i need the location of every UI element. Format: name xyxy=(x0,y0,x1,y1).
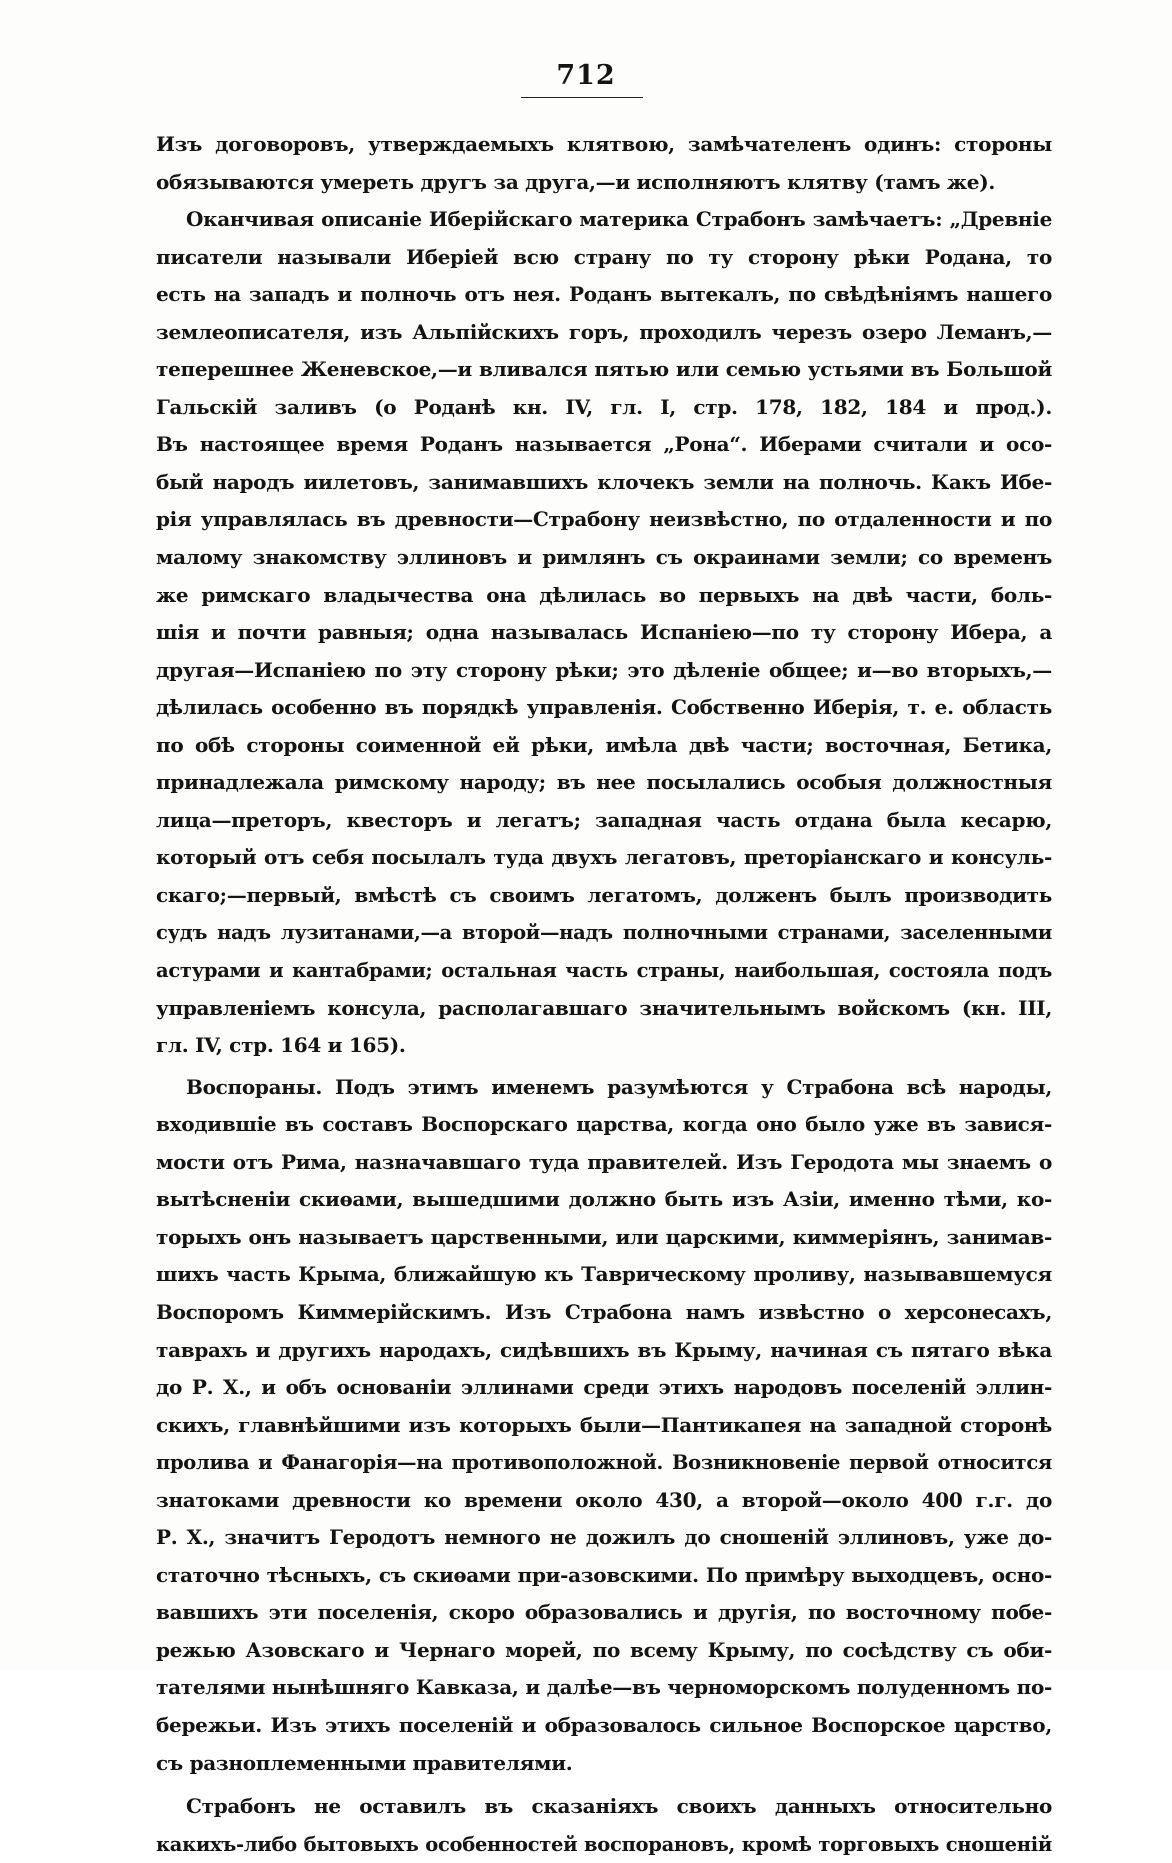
text-line: по обѣ стороны соименной ей рѣки, имѣла двѣ части; восточная, Бетика, xyxy=(156,732,1052,757)
text-line: обязываются умереть другъ за друга,—и исполняютъ клятву (тамъ же). xyxy=(156,169,996,194)
text-line: Оканчивая описаніе Иберійскаго материка Страбонъ замѣчаетъ: „Древніе xyxy=(186,207,1052,232)
text-line: астурами и кантабрами; остальная часть страны, наибольшая, состояла подъ xyxy=(156,959,1052,983)
text-line: вавшихъ эти поселенія, скоро образовались и другія, по восточному побе- xyxy=(156,1600,1052,1625)
text-line: принадлежала римскому народу; въ нее посылались особыя должностныя xyxy=(156,770,1052,795)
text-line: статочно тѣсныхъ, съ скиѳами при-азовскими. По примѣру выходцевъ, осно- xyxy=(156,1562,1052,1587)
text-line: гл. IV, стр. 164 и 165). xyxy=(156,1033,406,1058)
text-line: управленіемъ консула, располагавшаго значительнымъ войскомъ (кн. III, xyxy=(156,995,1052,1020)
text-line: дѣлилась особенно въ порядкѣ управленія. Собственно Иберія, т. е. область xyxy=(156,695,1052,720)
text-line: шихъ часть Крыма, ближайшую къ Таврическому проливу, называвшемуся xyxy=(156,1262,1052,1287)
text-line: таврахъ и другихъ народахъ, сидѣвшихъ въ Крыму, начиная съ пятаго вѣка xyxy=(156,1337,1052,1362)
text-line: землеописателя, изъ Альпійскихъ горъ, проходилъ черезъ озеро Леманъ,— xyxy=(156,319,1052,344)
text-line: какихъ-либо бытовыхъ особенностей воспорановъ, кромѣ торговыхъ сношеній xyxy=(156,1832,1052,1856)
header-rule xyxy=(521,97,643,98)
text-line: режью Азовскаго и Чернаго морей, по всему Крыму, по сосѣдству съ оби- xyxy=(156,1637,1052,1662)
text-line: лица—преторъ, квесторъ и легатъ; западная часть отдана была кесарю, xyxy=(156,807,1052,832)
text-line: Страбонъ не оставилъ въ сказаніяхъ своихъ данныхъ относительно xyxy=(186,1794,1052,1819)
text-line: Гальскій заливъ (о Роданѣ кн. IV, гл. I, стр. 178, 182, 184 и прод.). xyxy=(156,394,1052,419)
text-line: торыхъ онъ называетъ царственными, или царскими, киммеріянъ, занимав- xyxy=(156,1224,1052,1249)
page-number: 712 xyxy=(556,60,616,91)
text-line: знатоками древности ко времени около 430, а второй—около 400 г.г. до xyxy=(156,1487,1052,1512)
text-line: же римскаго владычества она дѣлилась во первыхъ на двѣ части, боль- xyxy=(156,582,1052,607)
text-line: бый народъ иилетовъ, занимавшихъ клочекъ земли на полночь. Какъ Ибе- xyxy=(156,469,1052,494)
text-line: теперешнее Женевское,—и вливался пятью или семью устьями въ Большой xyxy=(156,357,1052,382)
text-line: Воспораны. Подъ этимъ именемъ разумѣются у Страбона всѣ народы, xyxy=(186,1074,1052,1099)
text-line: Р. Х., значитъ Геродотъ немного не дожилъ до сношеній эллиновъ, уже до- xyxy=(156,1525,1052,1550)
text-line: который отъ себя посылалъ туда двухъ легатовъ, преторіанскаго и консуль- xyxy=(156,845,1052,870)
text-line: Въ настоящее время Роданъ называется „Рона“. Иберами считали и осо- xyxy=(156,432,1052,457)
text-line: малому знакомству эллиновъ и римлянъ съ окраинами земли; со временъ xyxy=(156,545,1052,570)
text-line: писатели называли Иберіей всю страну по ту сторону рѣки Родана, то xyxy=(156,244,1052,269)
text-line: пролива и Фанагорія—на противоположной. Возникновеніе первой относится xyxy=(156,1451,1052,1475)
text-line: входившіе въ составъ Воспорскаго царства, когда оно было уже въ завися- xyxy=(156,1112,1052,1137)
text-line: съ разноплеменными правителями. xyxy=(156,1750,573,1775)
text-line: скаго;—первый, вмѣстѣ съ своимъ легатомъ, долженъ былъ производить xyxy=(156,882,1052,907)
text-line: шія и почти равныя; одна называлась Испаніею—по ту сторону Ибера, а xyxy=(156,620,1052,645)
text-line: Изъ договоровъ, утверждаемыхъ клятвою, замѣчателенъ одинъ: стороны xyxy=(156,132,1052,156)
text-line: вытѣсненіи скиѳами, вышедшими должно быть изъ Азіи, именно тѣми, ко- xyxy=(156,1187,1052,1212)
text-line: другая—Испаніею по эту сторону рѣки; это дѣленіе общее; и—во вторыхъ,— xyxy=(156,657,1052,682)
text-line: до Р. Х., и объ основаніи эллинами среди этихъ народовъ поселеній эллин- xyxy=(156,1375,1052,1400)
text-line: скихъ, главнѣйшими изъ которыхъ были—Пантикапея на западной сторонѣ xyxy=(156,1412,1052,1437)
text-line: тателями нынѣшняго Кавказа, и далѣе—въ черноморскомъ полуденномъ по- xyxy=(156,1675,1052,1700)
text-line: мости отъ Рима, назначавшаго туда правителей. Изъ Геродота мы знаемъ о xyxy=(156,1149,1052,1174)
text-line: рія управлялась въ древности—Страбону неизвѣстно, по отдаленности и по xyxy=(156,507,1052,532)
text-line: судъ надъ лузитанами,—а второй—надъ полночными странами, заселенными xyxy=(156,921,1052,945)
text-line: есть на западъ и полночь отъ нея. Роданъ вытекалъ, по свѣдѣніямъ нашего xyxy=(156,282,1052,307)
body-text xyxy=(156,126,1052,1863)
text-line: Воспоромъ Киммерійскимъ. Изъ Страбона намъ извѣстно о херсонесахъ, xyxy=(156,1299,1052,1324)
text-line: бережьи. Изъ этихъ поселеній и образовалось сильное Воспорское царство, xyxy=(156,1712,1052,1737)
